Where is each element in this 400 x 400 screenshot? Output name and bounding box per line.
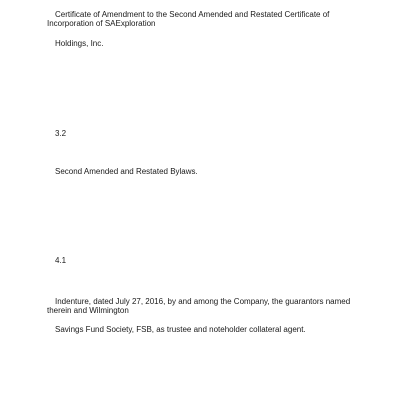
exhibit-3-2-description: Second Amended and Restated Bylaws. bbox=[55, 167, 198, 176]
certificate-line-3: Holdings, Inc. bbox=[55, 39, 104, 48]
indenture-line-2: therein and Wilmington bbox=[47, 306, 129, 315]
indenture-line-3: Savings Fund Society, FSB, as trustee and noteholder collateral agent. bbox=[55, 325, 306, 334]
certificate-line-1: Certificate of Amendment to the Second Amended and Restated Certificate of bbox=[55, 10, 330, 19]
indenture-line-1: Indenture, dated July 27, 2016, by and among the Company, the guarantors named bbox=[55, 297, 351, 306]
exhibit-4-1-number: 4.1 bbox=[55, 256, 67, 265]
certificate-line-2: Incorporation of SAExploration bbox=[47, 19, 156, 28]
exhibit-3-2-number: 3.2 bbox=[55, 129, 67, 138]
